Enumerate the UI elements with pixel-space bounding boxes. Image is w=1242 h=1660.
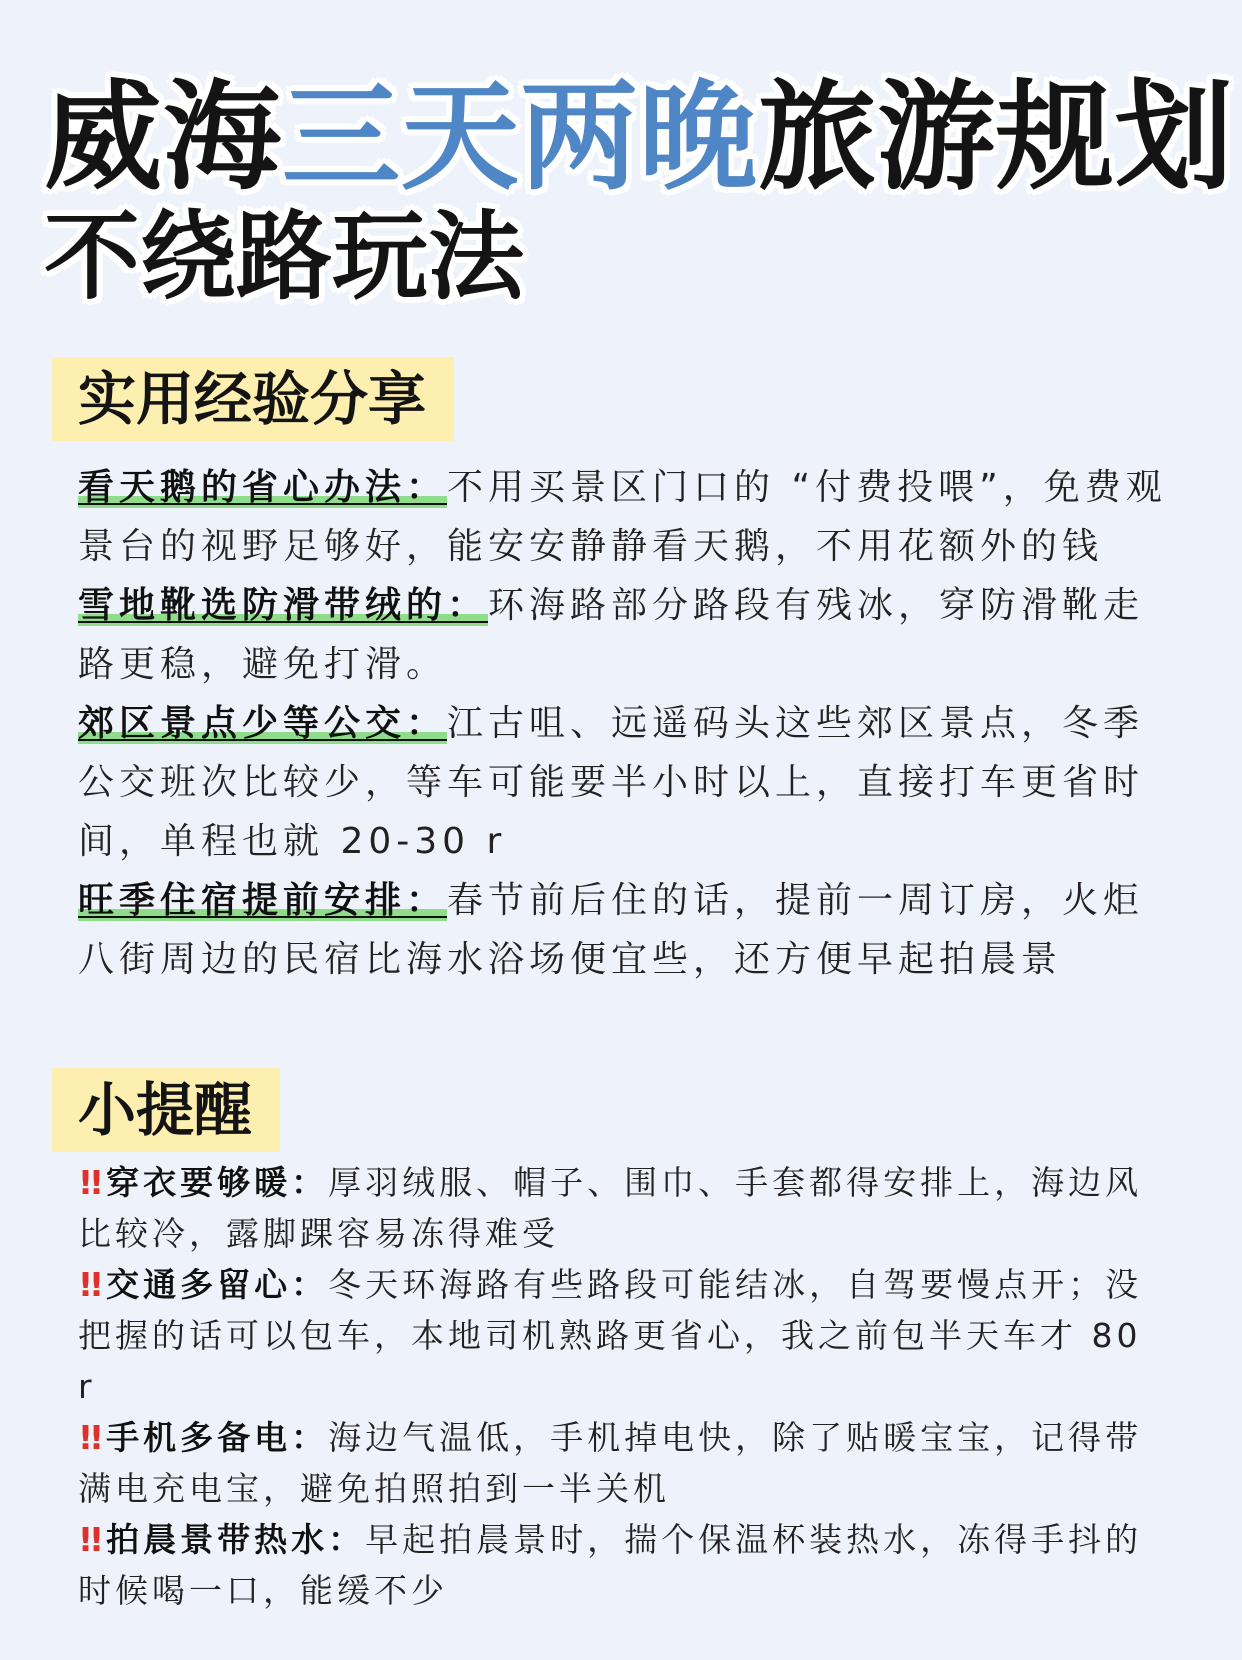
section-heading-tips: 实用经验分享	[52, 357, 454, 441]
reminder-title: 拍晨景带热水：	[106, 1520, 366, 1559]
tip-title: 看天鹅的省心办法：	[78, 467, 448, 508]
tips-list	[78, 458, 1168, 989]
reminder-item	[78, 1259, 1168, 1412]
reminder-text: 海边气温低，手机掉电快，除了贴暖宝宝，记得带满电充电宝，避免拍照拍到一半关机	[78, 1418, 1143, 1508]
section-heading-reminders: 小提醒	[52, 1068, 280, 1152]
tip-text: 江古咀、远遥码头这些郊区景点，冬季公交班次比较少，等车可能要半小时以上，直接打车更省时间，单程也就 20-30 r	[78, 703, 1145, 862]
reminder-title: 穿衣要够暖：	[106, 1163, 329, 1202]
title-part-city: 威海	[44, 68, 283, 206]
double-exclamation-icon: !!	[78, 1520, 101, 1559]
reminder-text: 早起拍晨景时，揣个保温杯装热水，冻得手抖的时候喝一口，能缓不少	[78, 1520, 1143, 1610]
tip-item	[78, 458, 1168, 576]
tip-text: 不用买景区门口的 “付费投喂”，免费观景台的视野足够好，能安安静静看天鹅，不用花额外的钱	[78, 467, 1167, 567]
title-part-duration: 三天两晚	[282, 68, 759, 206]
reminder-item	[78, 1514, 1168, 1616]
reminder-title: 交通多留心：	[106, 1265, 329, 1304]
double-exclamation-icon: !!	[78, 1418, 101, 1457]
tip-text: 环海路部分路段有残冰，穿防滑靴走路更稳，避免打滑。	[78, 585, 1145, 685]
double-exclamation-icon: !!	[78, 1163, 101, 1202]
double-exclamation-icon: !!	[78, 1265, 101, 1304]
reminder-text: 厚羽绒服、帽子、围巾、手套都得安排上，海边风比较冷，露脚踝容易冻得难受	[78, 1163, 1143, 1253]
reminder-item	[78, 1157, 1168, 1259]
subtitle: 不绕路玩法	[44, 201, 524, 313]
page-title	[44, 68, 1235, 313]
tip-text: 春节前后住的话，提前一周订房，火炬八街周边的民宿比海水浴场便宜些，还方便早起拍晨景	[78, 880, 1145, 980]
tip-title: 雪地靴选防滑带绒的：	[78, 585, 489, 626]
tip-item	[78, 694, 1168, 871]
reminder-text: 冬天环海路有些路段可能结冰，自驾要慢点开；没把握的话可以包车，本地司机熟路更省心，我之前包半天车才 80 r	[78, 1265, 1143, 1406]
reminder-list	[78, 1157, 1168, 1616]
tip-item	[78, 576, 1168, 694]
reminder-title: 手机多备电：	[106, 1418, 329, 1457]
main-title	[44, 68, 1235, 206]
tip-title: 郊区景点少等公交：	[78, 703, 448, 744]
reminder-item	[78, 1412, 1168, 1514]
title-part-plan: 旅游规划	[758, 68, 1235, 206]
tip-item	[78, 871, 1168, 989]
tip-title: 旺季住宿提前安排：	[78, 880, 448, 921]
